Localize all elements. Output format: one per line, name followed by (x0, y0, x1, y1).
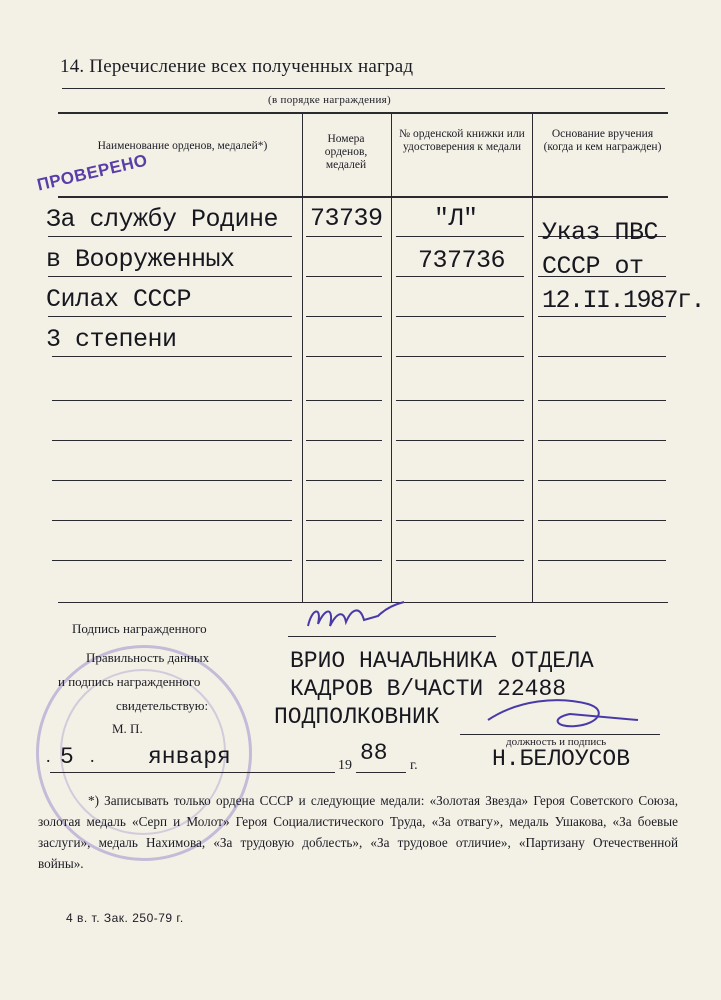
verified-stamp: ПРОВЕРЕНО (35, 150, 150, 195)
award-line-2: в Вооруженных (46, 245, 235, 274)
print-code: 4 в. т. Зак. 250-79 г. (66, 911, 184, 925)
column-divider-2 (391, 113, 392, 603)
column-divider-1 (302, 113, 303, 603)
date-year: 88 (360, 740, 388, 766)
award-line-4: 3 степени (46, 325, 177, 354)
award-line-3: Силах СССР (46, 285, 192, 314)
col-header-award-number: Номера орденов, медалей (324, 133, 368, 171)
date-line (50, 772, 335, 773)
basis-line-2: СССР от (542, 252, 644, 281)
year-suffix: г. (410, 758, 418, 773)
book-series: "Л" (434, 204, 478, 233)
recipient-signature (300, 598, 410, 638)
position-caption: должность и подпись (506, 736, 607, 748)
table-header-bottom-border (58, 196, 668, 198)
footnote: *) Записывать только ордена СССР и следующие медали: «Золотая Звезда» Героя Советского Союза, золотая медаль «Серп и Молот» Героя Социалистического Труда, «За отвагу», медаль Ушакова, «За боевые заслуги», медаль Нахимова, «За трудовую доблесть», «За трудовое отличие», «Партизану Отечественной войны». (38, 793, 678, 871)
title-underline (62, 88, 665, 89)
position-signature-line (460, 734, 660, 735)
year-line (356, 772, 406, 773)
section-title: 14. Перечисление всех полученных наград (60, 56, 414, 77)
col-header-award-name: Наименование орденов, медалей*) (97, 140, 268, 152)
date-month: января (148, 744, 231, 770)
officer-position-line-2: КАДРОВ В/ЧАСТИ 22488 (290, 676, 567, 702)
award-number: 73739 (310, 204, 383, 233)
column-divider-3 (532, 113, 533, 603)
award-line-1: За службу Родине (46, 205, 279, 234)
correctness-label-3: свидетельствую: (116, 698, 209, 713)
seal-place-label: М. П. (112, 721, 143, 736)
basis-line-3: 12.II.1987г. (542, 286, 705, 315)
officer-name: Н.БЕЛОУСОВ (492, 746, 631, 772)
section-subtitle: (в порядке награждения) (268, 94, 391, 106)
table-top-border (58, 112, 668, 114)
officer-position-line-1: ВРИО НАЧАЛЬНИКА ОТДЕЛА (290, 648, 594, 674)
correctness-label-2: и подпись награжденного (58, 674, 201, 689)
basis-line-1: Указ ПВС (542, 218, 659, 247)
officer-signature (478, 690, 648, 740)
date-day: 5 (60, 744, 74, 770)
signature-label: Подпись награжденного (72, 621, 207, 636)
year-prefix: 19 (338, 758, 352, 773)
col-header-basis: Основание вручения (когда и кем награжден) (543, 128, 662, 153)
correctness-label-1: Правильность данных (86, 650, 210, 665)
col-header-book-number: № орденской книжки или удостоверения к медали (399, 128, 525, 153)
officer-rank: ПОДПОЛКОВНИК (274, 704, 440, 730)
book-number: 737736 (418, 246, 506, 275)
